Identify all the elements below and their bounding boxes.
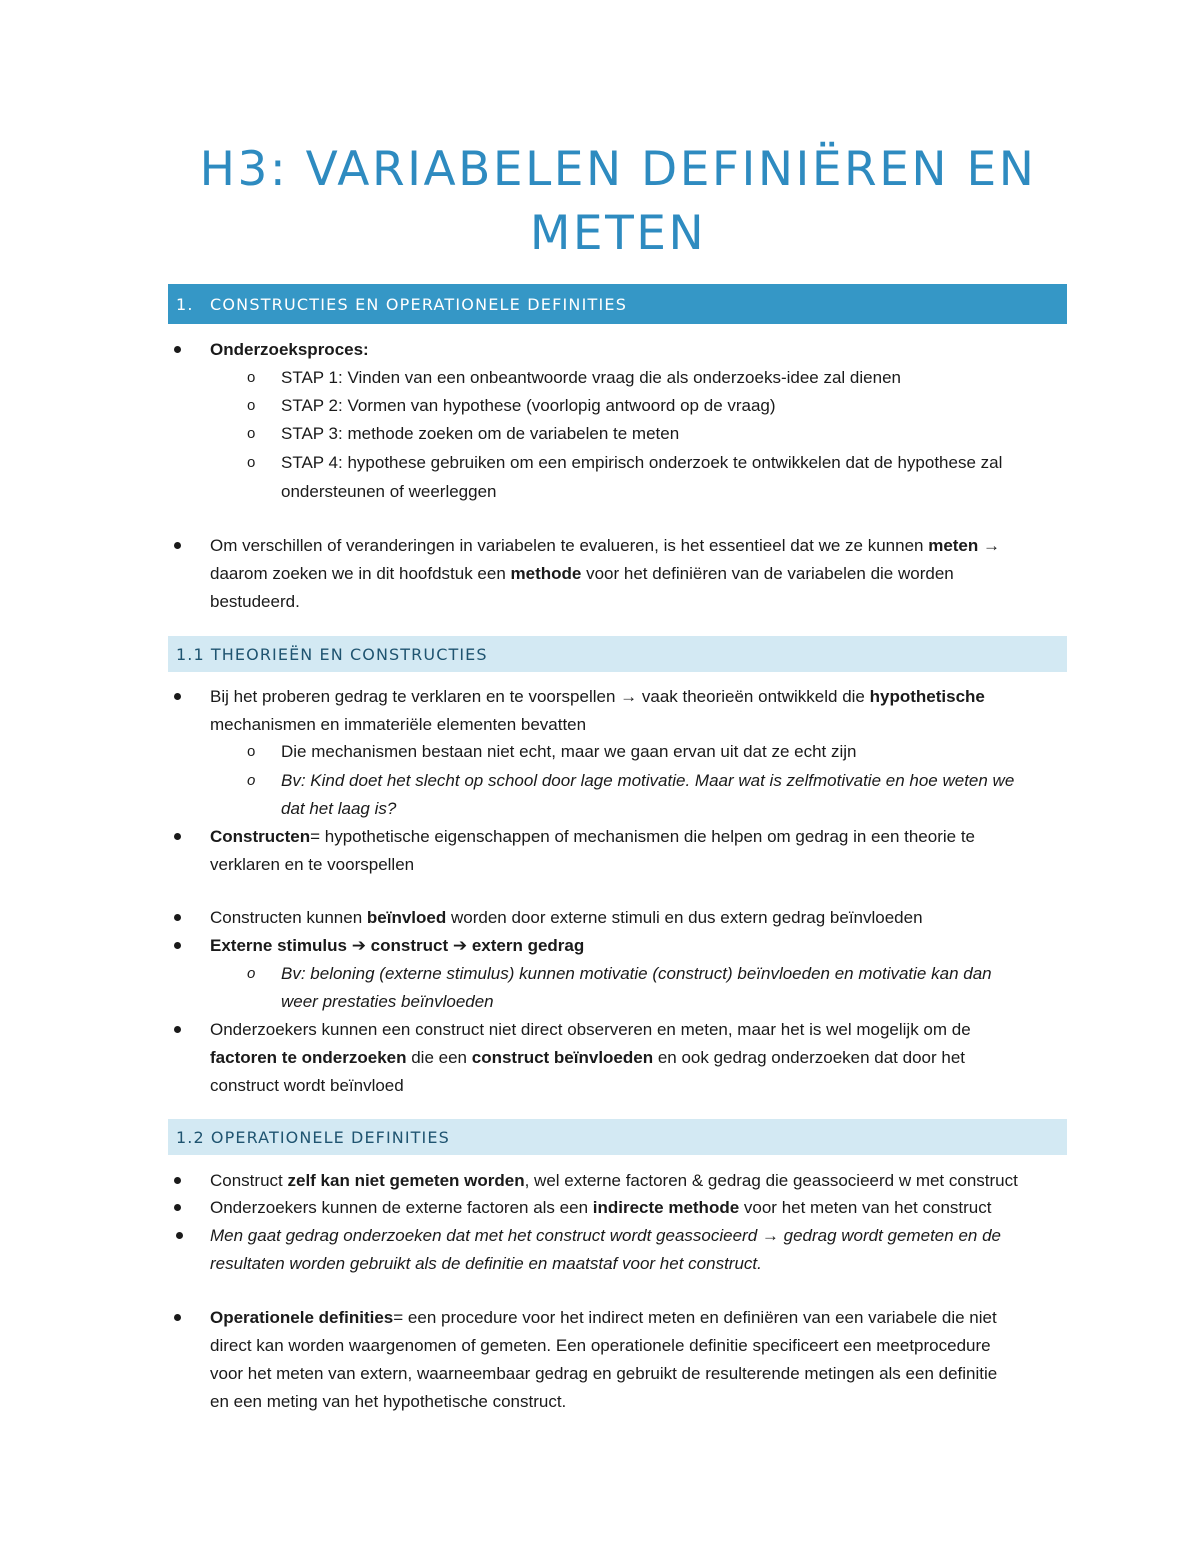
bold-indirecte-methode: indirecte methode [592,1198,740,1217]
constructen-def-line-1 [210,823,975,851]
theories-line-1 [210,683,985,711]
text: Om verschillen of veranderingen in variabelen te evalueren, is het essentieel dat we ze kunnen [210,536,929,555]
section-1-number: 1. [176,295,194,314]
operational-def-line-1 [210,1304,997,1332]
text: daarom zoeken we in dit hoofdstuk een [210,564,511,583]
section-1-label: CONSTRUCTIES EN OPERATIONELE DEFINITIES [210,295,628,314]
researchers-line-2 [210,1044,965,1072]
text: Constructen kunnen [210,908,367,927]
section-1-2-heading: 1.2 OPERATIONELE DEFINITIES [168,1119,1067,1155]
operational-def-line-4: en een meting van het hypothetische construct. [210,1392,567,1411]
construct-not-measurable [210,1167,1018,1195]
bullet-icon [174,1177,181,1184]
researchers-line-3: construct wordt beïnvloed [210,1076,404,1095]
section-1-1-heading: 1.1 THEORIEËN EN CONSTRUCTIES [168,636,1067,672]
step-1: STAP 1: Vinden van een onbeantwoorde vraag die als onderzoeks-idee zal dienen [281,368,901,387]
behavior-measured-line-1: Men gaat gedrag onderzoeken dat met het construct wordt geassocieerd → gedrag wordt gemeten en de [210,1226,1001,1245]
bold-operationele-definities: Operationele definities [210,1308,394,1327]
measure-paragraph-line-2 [210,560,954,588]
bold-meten: meten [928,536,979,555]
text: Onderzoekers kunnen de externe factoren als een [210,1198,593,1217]
bullet-icon [174,1204,181,1211]
bullet-icon [174,1026,181,1033]
example-reward-line-2: weer prestaties beïnvloeden [281,992,494,1011]
step-4-line-1: STAP 4: hypothese gebruiken om een empirisch onderzoek te ontwikkelen dat de hypothese zal [281,453,1003,472]
sub-bullet-icon: o [247,743,256,760]
bold-construct-beinvloeden: construct beïnvloeden [471,1048,654,1067]
text: voor het meten van het construct [739,1198,992,1217]
section-1-heading [168,284,1067,324]
text: = een procedure voor het indirect meten en definiëren van een variabele die niet [393,1308,997,1327]
arrow-text: → [978,536,1001,555]
bullet-icon [174,346,181,353]
page-title [168,138,1068,266]
sub-bullet-icon: o [247,454,256,471]
sub-bullet-icon: o [247,369,256,386]
bold-methode: methode [510,564,582,583]
bullet-icon [174,693,181,700]
bold-factoren: factoren te onderzoeken [210,1048,407,1067]
sub-bullet-icon: o [247,772,256,789]
measure-paragraph-line-3: bestudeerd. [210,592,300,611]
bullet-icon [174,542,181,549]
sub-bullet-icon: o [247,425,256,442]
title-line-1: H3: VARIABELEN DEFINIËREN EN [199,142,1037,197]
bold-zelf-kan-niet: zelf kan niet gemeten worden [287,1171,525,1190]
indirect-method [210,1194,991,1222]
bullet-icon [176,1232,183,1239]
text: en ook gedrag onderzoeken dat door het [653,1048,966,1067]
theories-line-2: mechanismen en immateriële elementen bevatten [210,715,587,734]
operational-def-line-3: voor het meten van extern, waarneembaar gedrag en gebruikt de resulterende metingen als een definitie [210,1364,998,1383]
stimulus-chain: Externe stimulus ➔ construct ➔ extern gedrag [210,936,585,955]
bullet-icon [174,942,181,949]
title-line-2: METEN [529,206,707,261]
bold-constructen: Constructen [210,827,311,846]
text: voor het definiëren van de variabelen die worden [581,564,954,583]
example-motivation-line-1: Bv: Kind doet het slecht op school door lage motivatie. Maar wat is zelfmotivatie en hoe weten we [281,771,1015,790]
sub-bullet-icon: o [247,965,256,982]
text: worden door externe stimuli en dus extern gedrag beïnvloeden [446,908,923,927]
text: , wel externe factoren & gedrag die geassocieerd w met construct [524,1171,1018,1190]
step-2: STAP 2: Vormen van hypothese (voorlopig antwoord op de vraag) [281,396,776,415]
constructen-influenced [210,904,923,932]
bold-beinvloed: beïnvloed [366,908,447,927]
text: Construct [210,1171,288,1190]
sub-bullet-icon: o [247,397,256,414]
bullet-onderzoeksproces: Onderzoeksproces: [210,340,369,359]
step-3: STAP 3: methode zoeken om de variabelen te meten [281,424,680,443]
bullet-icon [174,914,181,921]
example-reward-line-1: Bv: beloning (externe stimulus) kunnen motivatie (construct) beïnvloeden en motivatie kan dan [281,964,992,983]
text: Bij het proberen gedrag te verklaren en te voorspellen → vaak theorieën ontwikkeld die [210,687,870,706]
bold-hypothetische: hypothetische [869,687,985,706]
step-4-line-2: ondersteunen of weerleggen [281,482,497,501]
example-motivation-line-2: dat het laag is? [281,799,397,818]
text: = hypothetische eigenschappen of mechanismen die helpen om gedrag in een theorie te [310,827,976,846]
researchers-line-1: Onderzoekers kunnen een construct niet direct observeren en meten, maar het is wel mogelijk om de [210,1020,971,1039]
operational-def-line-2: direct kan worden waargenomen of gemeten. Een operationele definitie specificeert een meetprocedure [210,1336,991,1355]
bullet-icon [174,833,181,840]
mechanisms-note: Die mechanismen bestaan niet echt, maar we gaan ervan uit dat ze echt zijn [281,742,857,761]
measure-paragraph-line-1 [210,532,1000,560]
behavior-measured-line-2: resultaten worden gebruikt als de definitie en maatstaf voor het construct. [210,1254,762,1273]
text: die een [406,1048,472,1067]
bullet-icon [174,1314,181,1321]
constructen-def-line-2: verklaren en te voorspellen [210,855,415,874]
